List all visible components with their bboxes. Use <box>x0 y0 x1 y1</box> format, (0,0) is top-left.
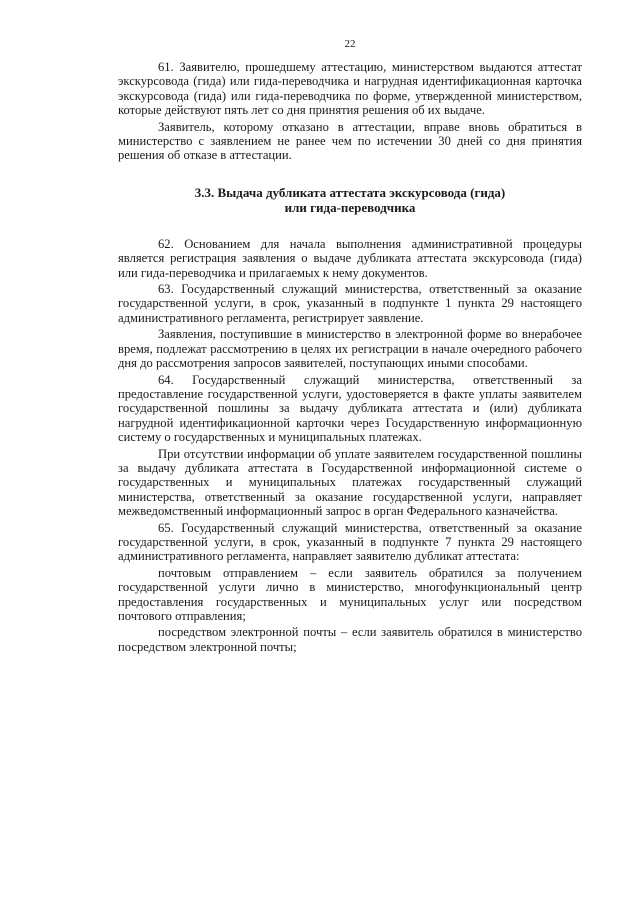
section-heading <box>118 185 582 215</box>
section-title-line-1: 3.3. Выдача дубликата аттестата экскурсовода (гида) <box>194 184 506 200</box>
page-number: 22 <box>344 38 356 50</box>
paragraph-63: 63. Государственный служащий министерства, ответственный за оказание государственной услуги, в срок, указанный в подпункте 1 пункта 29 настоящего административного регламента, регистрирует заявление. <box>118 282 582 325</box>
document-body <box>118 60 582 654</box>
paragraph-email-delivery: посредством электронной почты – если заявитель обратился в министерство посредством электронной почты; <box>118 625 582 654</box>
paragraph-65: 65. Государственный служащий министерства, ответственный за оказание государственной услуги, в срок, указанный в подпункте 7 пункта 29 настоящего административного регламента, направляет заявителю дубликат аттестата: <box>118 520 582 564</box>
paragraph-62: 62. Основанием для начала выполнения административной процедуры является регистрация заявления о выдаче дубликата аттестата экскурсовода (гида) или гида-переводчика и прилагаемых к нему документов. <box>118 236 582 280</box>
section-title-line-2: или гида-переводчика <box>284 199 416 215</box>
paragraph-electronic-applications: Заявления, поступившие в министерство в электронной форме во внерабочее время, подлежат рассмотрению в целях их регистрации в начале очередного рабочего дня до рассмотрения запросов заявителей, поступающих иными способами. <box>118 327 582 371</box>
paragraph-attestation-refusal: Заявитель, которому отказано в аттестации, вправе вновь обратиться в министерство с заявлением не ранее чем по истечении 30 дней со дня принятия решения об отказе в аттестации. <box>118 119 582 163</box>
paragraph-61: 61. Заявителю, прошедшему аттестацию, министерством выдаются аттестат экскурсовода (гида) или гида-переводчика и нагрудная идентификационная карточка экскурсовода (гида) или гида-переводчика по форме, утвержденной министерством, которые действуют пять лет со дня принятия решения об их выдаче. <box>118 60 582 118</box>
paragraph-64: 64. Государственный служащий министерства, ответственный за предоставление государственной услуги, удостоверяется в факте уплаты заявителем государственной пошлины за выдачу дубликата аттестата и (или) дубликата нагрудной идентификационной карточки через Государственную информационную систему о государственных и муниципальных платежах. <box>118 372 582 445</box>
paragraph-no-payment-info: При отсутствии информации об уплате заявителем государственной пошлины за выдачу дубликата аттестата в Государственной информационной системе о государственных и муниципальных платежах государственный служащий министерства, ответственный за оказание государственной услуги, направляет межведомственный информационный запрос в орган Федерального казначейства. <box>118 446 582 519</box>
paragraph-postal-delivery: почтовым отправлением – если заявитель обратился за получением государственной услуги лично в министерство, многофункциональный центр предоставления государственных и муниципальных услуг или посредством почтового отправления; <box>118 565 582 623</box>
